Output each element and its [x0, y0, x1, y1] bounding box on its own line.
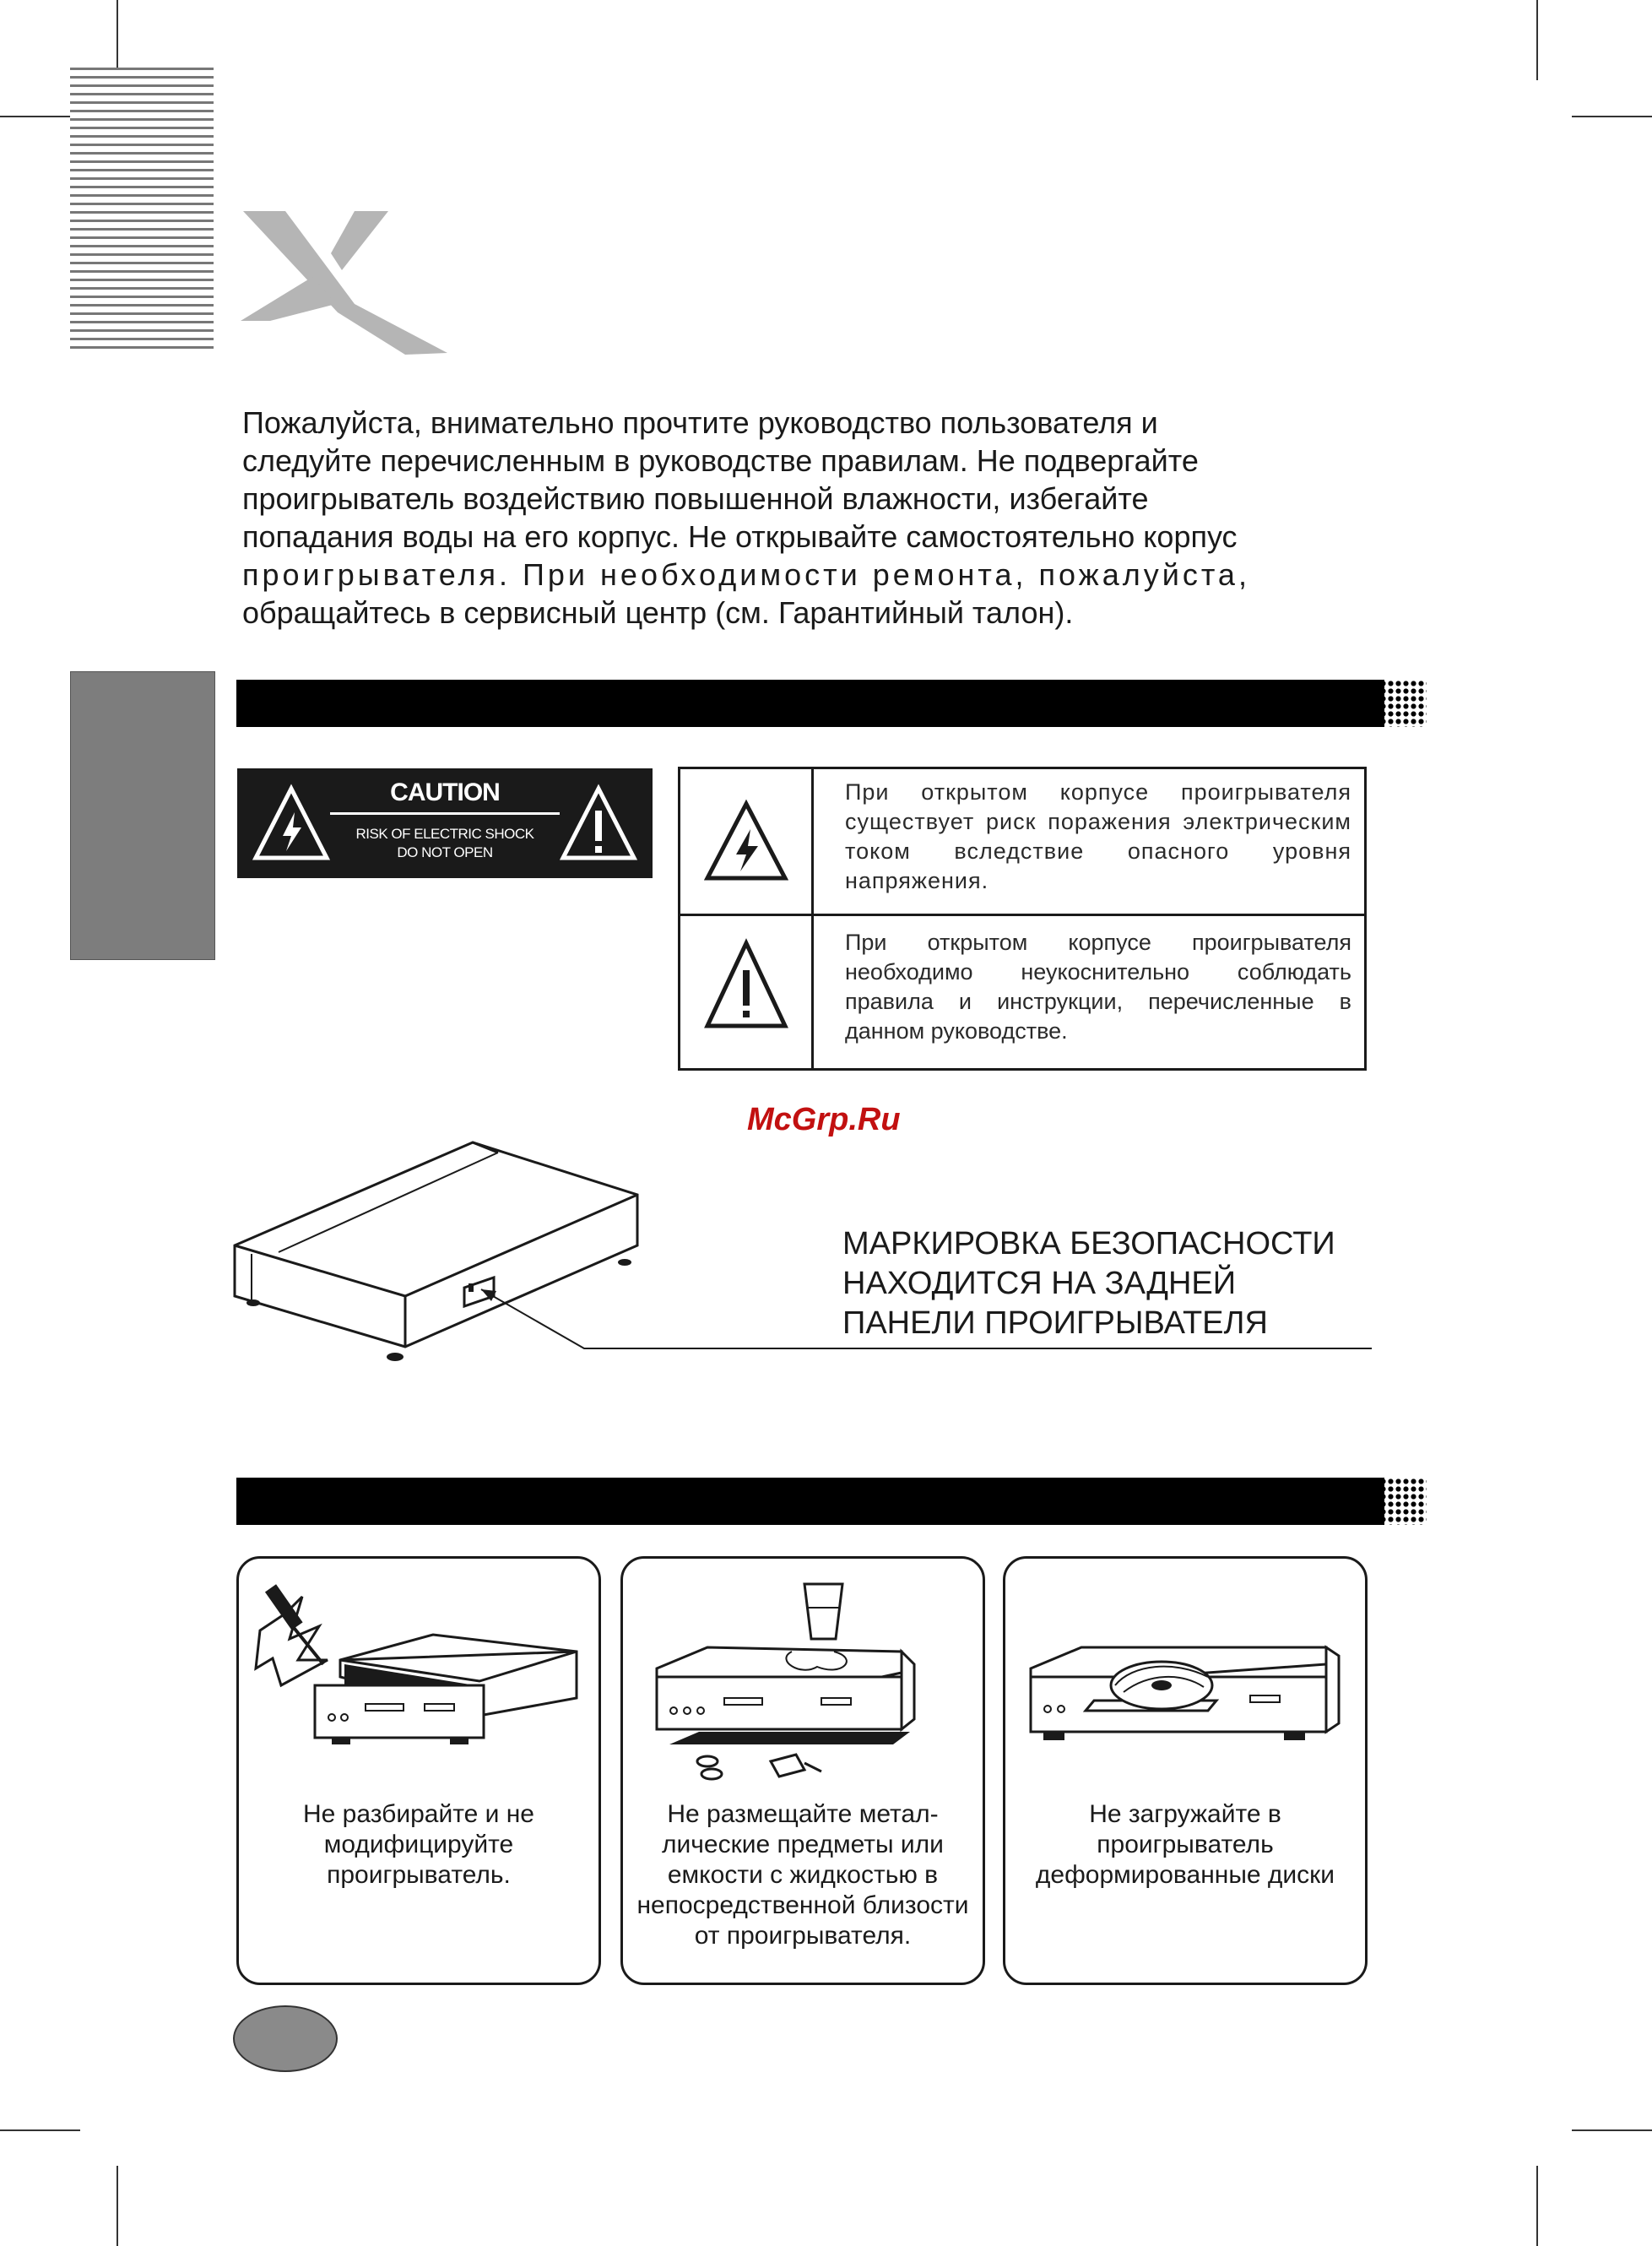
- precaution-panel: [620, 1556, 985, 1985]
- intro-line: обращайтесь в сервисный центр (см. Гарантийный талон).: [242, 595, 1074, 630]
- warning-box-divider: [680, 914, 1364, 916]
- marking-line: МАРКИРОВКА БЕЗОПАСНОСТИ: [842, 1226, 1335, 1261]
- caution-label: [237, 768, 653, 878]
- exclamation-warning-icon: [560, 784, 637, 863]
- crop-mark: [1536, 2166, 1538, 2246]
- crop-mark: [0, 116, 80, 117]
- crop-mark: [1572, 2129, 1652, 2131]
- section-header-bar: [236, 1478, 1384, 1525]
- intro-line: проигрывателя. При необходимости ремонта, пожалуйста,: [242, 557, 1250, 592]
- precaution-panel: [236, 1556, 601, 1985]
- page-number-badge: [233, 2005, 338, 2072]
- intro-line: попадания воды на его корпус. Не открывайте самостоятельно корпус: [242, 519, 1238, 554]
- instructions-warning-text: При открытом корпусе проигрывателя необходимо неукоснительно соблюдать правила и инструкции, перечисленные в данном руководстве.: [845, 930, 1351, 1044]
- shock-warning-text: При открытом корпусе проигрывателя существует риск поражения электрическим током вследствие опасного уровня напряжения.: [845, 779, 1351, 893]
- warning-box-divider: [811, 769, 814, 1068]
- section-side-tab: [70, 671, 215, 960]
- marking-line: НАХОДИТСЯ НА ЗАДНЕЙ: [842, 1266, 1237, 1301]
- intro-line: проигрыватель воздействию повышенной влажности, избегайте: [242, 481, 1149, 516]
- screwdriver-disassembly-illustration: [239, 1559, 604, 1778]
- safety-marking-note: [842, 1224, 1335, 1343]
- crop-mark: [0, 2129, 80, 2131]
- marking-line: ПАНЕЛИ ПРОИГРЫВАТЕЛЯ: [842, 1305, 1268, 1341]
- intro-line: Пожалуйста, внимательно прочтите руководство пользователя и: [242, 405, 1158, 440]
- halftone-dots: [1334, 1478, 1427, 1525]
- header-stripes: [70, 68, 214, 355]
- panel-caption: Не загружайте в проигрыватель деформированные диски: [1035, 1800, 1335, 1889]
- intro-paragraph: [242, 404, 1382, 632]
- crop-mark: [1572, 116, 1652, 117]
- exclamation-warning-icon: [704, 938, 788, 1031]
- warning-box: [678, 767, 1367, 1071]
- lightning-warning-icon: [704, 799, 788, 883]
- brand-x-logo: [236, 211, 456, 359]
- watermark: McGrp.Ru: [747, 1102, 901, 1137]
- caution-line: RISK OF ELECTRIC SHOCK: [355, 826, 534, 842]
- halftone-dots: [1334, 680, 1427, 727]
- panel-caption: Не разбирайте и не модифицируйте проигрыватель.: [303, 1800, 534, 1889]
- precaution-panel: [1003, 1556, 1368, 1985]
- deformed-disc-illustration: [1005, 1559, 1370, 1778]
- section-header-bar: [236, 680, 1384, 727]
- caution-title: CAUTION: [390, 779, 500, 806]
- caution-line: DO NOT OPEN: [397, 844, 493, 860]
- crop-mark: [1536, 0, 1538, 80]
- panel-caption: Не размещайте метал-лические предметы или емкости с жидкостью в непосредственной близости от проигрывателя.: [636, 1800, 969, 1950]
- caution-rule: [330, 812, 560, 815]
- liquid-and-metal-illustration: [623, 1559, 988, 1795]
- intro-line: следуйте перечисленным в руководстве правилам. Не подвергайте: [242, 443, 1199, 478]
- crop-mark: [116, 2166, 118, 2246]
